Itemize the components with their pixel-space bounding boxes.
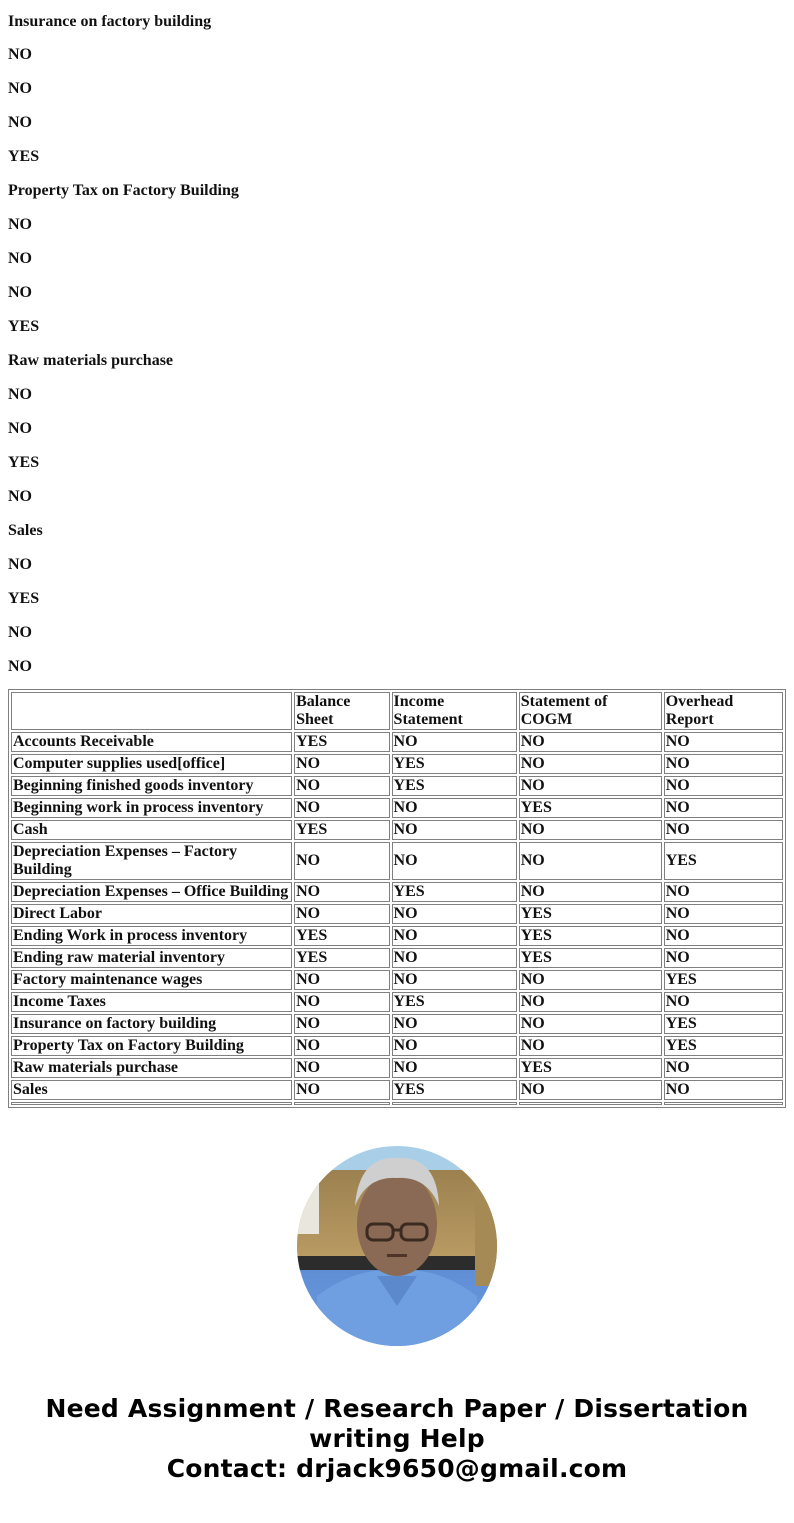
list-item-value: NO <box>8 658 32 675</box>
list-item-value: NO <box>8 80 32 97</box>
row-cell-value: YES <box>392 754 517 774</box>
row-cell-value: YES <box>664 970 783 990</box>
table-row <box>11 882 783 902</box>
row-cell-value: YES <box>519 904 662 924</box>
row-cell-value: YES <box>519 798 662 818</box>
row-item-label: Factory maintenance wages <box>11 970 292 990</box>
row-item-label: Beginning work in process inventory <box>11 798 292 818</box>
list-item-value: NO <box>8 488 32 505</box>
row-cell-value: NO <box>392 842 517 880</box>
row-cell-value: NO <box>294 1014 389 1034</box>
table-body <box>11 732 783 1105</box>
row-cell-value: NO <box>392 904 517 924</box>
footer-rule-cell <box>664 1102 783 1105</box>
row-cell-value: YES <box>664 1014 783 1034</box>
list-item-value: NO <box>8 386 32 403</box>
list-item-value: NO <box>8 46 32 63</box>
footer-rule-cell <box>392 1102 517 1105</box>
author-photo-container <box>8 1146 786 1346</box>
row-cell-value: YES <box>294 732 389 752</box>
person-portrait-icon <box>297 1146 497 1346</box>
row-cell-value: NO <box>664 948 783 968</box>
row-item-label: Beginning finished goods inventory <box>11 776 292 796</box>
row-cell-value: NO <box>664 820 783 840</box>
row-cell-value: YES <box>519 926 662 946</box>
row-cell-value: NO <box>392 1036 517 1056</box>
row-cell-value: NO <box>519 882 662 902</box>
row-item-label: Computer supplies used[office] <box>11 754 292 774</box>
row-cell-value: NO <box>294 992 389 1012</box>
table-row <box>11 1058 783 1078</box>
table-row <box>11 754 783 774</box>
row-cell-value: NO <box>664 776 783 796</box>
list-item-value: NO <box>8 624 32 641</box>
footer-rule-cell <box>294 1102 389 1105</box>
list-item-value: NO <box>8 556 32 573</box>
table-row <box>11 1036 783 1056</box>
answer-list <box>8 0 786 680</box>
row-cell-value: NO <box>392 732 517 752</box>
list-item-label: Raw materials purchase <box>8 352 174 369</box>
row-cell-value: YES <box>294 820 389 840</box>
row-cell-value: YES <box>392 1080 517 1100</box>
footer-rule-cell <box>519 1102 662 1105</box>
list-item-label: Sales <box>8 522 43 539</box>
row-cell-value: NO <box>392 798 517 818</box>
row-cell-value: NO <box>664 904 783 924</box>
list-item-value: NO <box>8 114 32 131</box>
list-item-value: NO <box>8 216 32 233</box>
row-cell-value: NO <box>294 1058 389 1078</box>
row-cell-value: NO <box>664 754 783 774</box>
table-row <box>11 776 783 796</box>
table-header <box>11 692 783 730</box>
table-row <box>11 820 783 840</box>
row-cell-value: NO <box>392 926 517 946</box>
row-cell-value: NO <box>294 754 389 774</box>
row-cell-value: NO <box>519 820 662 840</box>
table-row <box>11 904 783 924</box>
row-cell-value: YES <box>519 1058 662 1078</box>
list-item-value: YES <box>8 590 40 607</box>
table-footer-rule <box>11 1102 783 1105</box>
footer-rule-cell <box>11 1102 292 1105</box>
header-statement-cogm: Statement of COGM <box>519 692 662 730</box>
row-cell-value: YES <box>294 926 389 946</box>
row-item-label: Property Tax on Factory Building <box>11 1036 292 1056</box>
row-cell-value: NO <box>664 1058 783 1078</box>
row-cell-value: NO <box>664 882 783 902</box>
row-item-label: Insurance on factory building <box>11 1014 292 1034</box>
row-cell-value: NO <box>519 1036 662 1056</box>
row-cell-value: NO <box>664 1080 783 1100</box>
row-cell-value: NO <box>519 992 662 1012</box>
header-corner <box>11 692 292 730</box>
header-balance-sheet: Balance Sheet <box>294 692 389 730</box>
row-item-label: Accounts Receivable <box>11 732 292 752</box>
row-item-label: Ending Work in process inventory <box>11 926 292 946</box>
row-cell-value: NO <box>294 904 389 924</box>
row-cell-value: NO <box>294 882 389 902</box>
table-row <box>11 970 783 990</box>
promo-contact: Contact: drjack9650@gmail.com <box>166 1454 628 1483</box>
row-cell-value: NO <box>392 820 517 840</box>
row-cell-value: NO <box>392 1014 517 1034</box>
list-item-label: Insurance on factory building <box>8 13 212 30</box>
list-item-value: NO <box>8 420 32 437</box>
classification-table <box>8 689 786 1108</box>
row-cell-value: NO <box>664 926 783 946</box>
table-row <box>11 1014 783 1034</box>
row-cell-value: NO <box>664 732 783 752</box>
row-item-label: Sales <box>11 1080 292 1100</box>
header-income-statement: Income Statement <box>392 692 517 730</box>
table-row <box>11 842 783 880</box>
row-cell-value: YES <box>392 882 517 902</box>
row-cell-value: NO <box>519 970 662 990</box>
row-cell-value: NO <box>294 970 389 990</box>
row-item-label: Income Taxes <box>11 992 292 1012</box>
row-item-label: Ending raw material inventory <box>11 948 292 968</box>
row-cell-value: NO <box>392 1058 517 1078</box>
row-cell-value: YES <box>294 948 389 968</box>
list-item-value: YES <box>8 454 40 471</box>
row-item-label: Depreciation Expenses – Office Building <box>11 882 292 902</box>
row-cell-value: YES <box>664 842 783 880</box>
row-cell-value: NO <box>519 754 662 774</box>
list-item-label: Property Tax on Factory Building <box>8 182 239 199</box>
row-cell-value: YES <box>664 1036 783 1056</box>
header-overhead-report: Overhead Report <box>664 692 783 730</box>
row-cell-value: NO <box>519 1014 662 1034</box>
row-cell-value: NO <box>664 798 783 818</box>
table-row <box>11 948 783 968</box>
row-cell-value: YES <box>519 948 662 968</box>
author-avatar <box>297 1146 497 1346</box>
row-cell-value: NO <box>519 732 662 752</box>
table-row <box>11 798 783 818</box>
row-cell-value: NO <box>519 1080 662 1100</box>
row-cell-value: YES <box>392 992 517 1012</box>
row-cell-value: NO <box>294 798 389 818</box>
list-item-value: NO <box>8 284 32 301</box>
promo-line-2: writing Help <box>309 1424 485 1453</box>
row-cell-value: NO <box>519 842 662 880</box>
table-row <box>11 992 783 1012</box>
row-item-label: Depreciation Expenses – Factory Building <box>11 842 292 880</box>
promo-banner <box>8 1394 786 1484</box>
row-cell-value: YES <box>392 776 517 796</box>
row-cell-value: NO <box>294 1080 389 1100</box>
list-item-value: NO <box>8 250 32 267</box>
row-item-label: Direct Labor <box>11 904 292 924</box>
row-cell-value: NO <box>392 948 517 968</box>
table-row <box>11 926 783 946</box>
row-cell-value: NO <box>294 842 389 880</box>
row-cell-value: NO <box>294 1036 389 1056</box>
header-row <box>11 692 783 730</box>
row-item-label: Cash <box>11 820 292 840</box>
row-cell-value: NO <box>664 992 783 1012</box>
list-item-value: YES <box>8 318 40 335</box>
row-item-label: Raw materials purchase <box>11 1058 292 1078</box>
row-cell-value: NO <box>519 776 662 796</box>
table-row <box>11 1080 783 1100</box>
promo-line-1: Need Assignment / Research Paper / Dissertation <box>45 1394 749 1423</box>
row-cell-value: NO <box>392 970 517 990</box>
row-cell-value: NO <box>294 776 389 796</box>
table-row <box>11 732 783 752</box>
list-item-value: YES <box>8 148 40 165</box>
